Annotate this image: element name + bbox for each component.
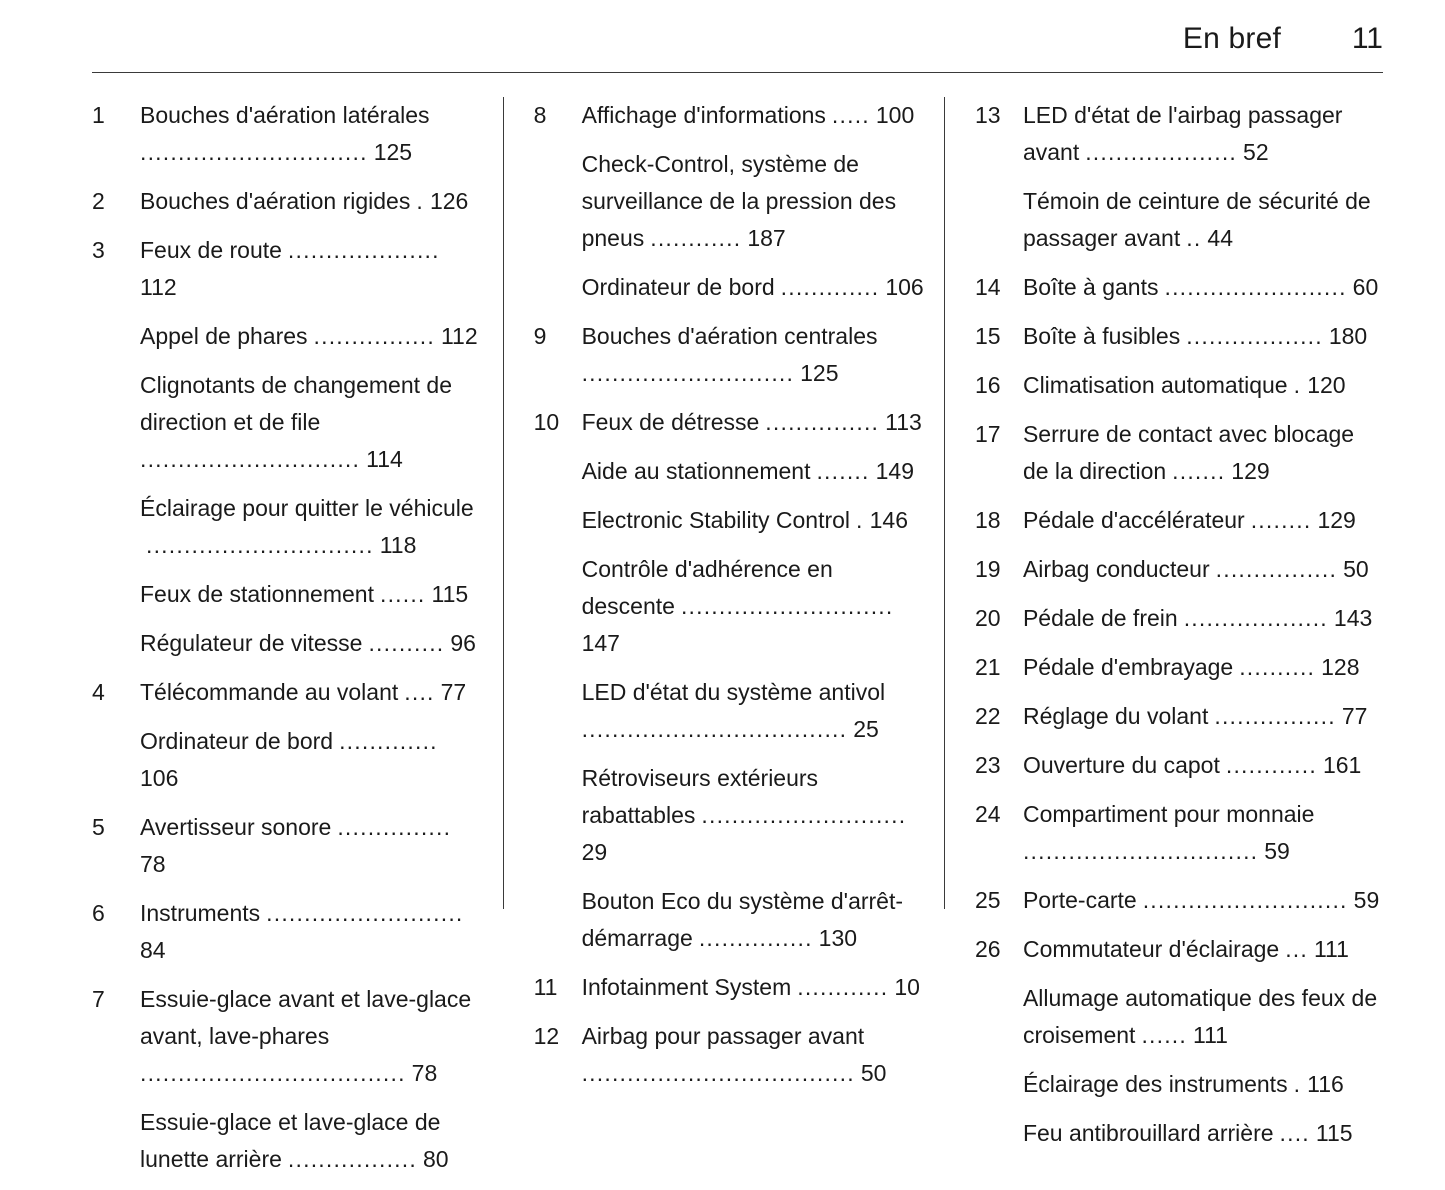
index-entry-leader-dots: ................: [313, 323, 435, 349]
index-entry-leader-dots: ................: [1215, 556, 1338, 582]
index-entry-page: 78: [140, 851, 166, 877]
index-entry-page: 100: [875, 102, 915, 128]
index-entry-label: Régulateur de vitesse: [140, 630, 363, 656]
index-entry-leader-dots: ...................................: [581, 716, 848, 742]
index-entry-leader-dots: ...: [1285, 936, 1308, 962]
index-entry[interactable]: [534, 674, 928, 748]
index-entry-leader-dots: ...........................: [701, 802, 907, 828]
index-entry-leader-dots: ...............................: [1022, 838, 1259, 864]
index-entry-label: LED d'état du système antivol: [581, 679, 886, 705]
index-entry-leader-dots: ............................: [581, 360, 795, 386]
index-entry-label: LED d'état de l'airbag passager avant: [1022, 102, 1343, 165]
index-entry[interactable]: [534, 1018, 928, 1092]
index-entry-label: Boîte à fusibles: [1022, 323, 1181, 349]
index-entry-body: [1023, 367, 1385, 404]
index-entry-label: Bouches d'aération latérales: [140, 102, 430, 128]
index-entry[interactable]: [534, 404, 928, 441]
index-entry-body: [1023, 97, 1385, 171]
index-entry-leader-dots: ....................................: [581, 1060, 855, 1086]
index-entry[interactable]: [534, 502, 928, 539]
index-entry-number: 2: [92, 188, 105, 214]
index-entry-label: Ordinateur de bord: [140, 728, 334, 754]
index-entry[interactable]: [534, 883, 928, 957]
index-entry-body: [140, 895, 479, 969]
index-entry-label: Ordinateur de bord: [581, 274, 775, 300]
index-entry-body: [140, 367, 479, 478]
index-entry-number: 22: [974, 703, 1001, 729]
index-entry[interactable]: [92, 232, 479, 306]
index-entry-body: [1023, 649, 1385, 686]
index-entry-label: Feux de détresse: [581, 409, 760, 435]
index-entry-label: Pédale d'accélérateur: [1022, 507, 1245, 533]
index-columns: [0, 97, 1445, 1190]
index-entry[interactable]: [92, 97, 479, 171]
index-entry-number: 1: [92, 102, 105, 128]
index-entry-label: Rétroviseurs extérieurs rabattables: [581, 765, 819, 828]
index-entry-page: 125: [373, 139, 413, 165]
index-entry-number: 10: [533, 409, 560, 435]
index-entry[interactable]: [92, 1104, 479, 1178]
index-entry-leader-dots: .....: [831, 102, 870, 128]
index-entry-body: [582, 146, 928, 257]
index-entry-page: 80: [422, 1146, 449, 1172]
index-entry-leader-dots: ............: [650, 225, 742, 251]
index-entry-body: [1023, 747, 1385, 784]
index-column-2: [504, 97, 944, 1190]
index-entry-body: [582, 551, 928, 662]
index-entry-leader-dots: ...............: [698, 925, 813, 951]
index-entry-page: 106: [885, 274, 924, 300]
index-entry[interactable]: [975, 502, 1385, 539]
index-entry[interactable]: [92, 723, 479, 797]
index-entry-number: 16: [974, 372, 1001, 398]
index-entry-page: 161: [1322, 752, 1362, 778]
index-entry-body: [140, 318, 479, 355]
page-number: 11: [1351, 22, 1383, 55]
index-entry-number: 21: [974, 654, 1001, 680]
index-entry-label: Pédale de frein: [1022, 605, 1178, 631]
index-entry[interactable]: [975, 796, 1385, 870]
index-entry-leader-dots: ......: [379, 581, 426, 607]
index-entry-page: 125: [800, 360, 839, 386]
index-entry-label: Télécommande au volant: [140, 679, 399, 705]
index-entry-body: [140, 981, 479, 1092]
index-entry-label: Affichage d'informations: [581, 102, 826, 128]
index-entry-number: 19: [974, 556, 1001, 582]
index-entry-number: 4: [92, 679, 105, 705]
header-divider: [92, 72, 1383, 73]
index-entry-page: 147: [581, 630, 620, 656]
index-entry-label: Electronic Stability Control: [581, 507, 851, 533]
index-entry-label: Serrure de contact avec blocage de la direction: [1022, 421, 1355, 484]
index-entry[interactable]: [92, 809, 479, 883]
index-entry[interactable]: [92, 367, 479, 478]
index-entry-body: [582, 1018, 928, 1092]
index-entry-number: 17: [974, 421, 1001, 447]
index-entry[interactable]: [975, 183, 1385, 257]
index-entry-page: 120: [1307, 372, 1346, 398]
index-entry-page: 187: [747, 225, 786, 251]
index-entry-page: 59: [1264, 838, 1290, 864]
index-entry-label: Check-Control, système de surveillance de la pression des pneus: [581, 151, 897, 251]
index-entry-leader-dots: ..............................: [146, 532, 374, 558]
index-entry[interactable]: [975, 367, 1385, 404]
index-entry-leader-dots: ..........................: [266, 900, 464, 926]
index-entry-body: [1023, 931, 1385, 968]
index-entry-page: 44: [1207, 225, 1234, 251]
index-entry-label: Commutateur d'éclairage: [1022, 936, 1280, 962]
index-entry-body: [582, 674, 928, 748]
index-entry-page: 130: [818, 925, 858, 951]
index-entry-page: 59: [1353, 887, 1380, 913]
index-entry[interactable]: [534, 97, 928, 134]
index-entry-label: Essuie-glace avant et lave-glace avant, lave-phares: [140, 986, 472, 1049]
index-entry-body: [1023, 183, 1385, 257]
index-entry-label: Boîte à gants: [1022, 274, 1159, 300]
index-entry-leader-dots: ...................: [1183, 605, 1328, 631]
index-entry-leader-dots: ......: [1141, 1022, 1187, 1048]
index-entry[interactable]: [534, 269, 928, 306]
index-entry-leader-dots: .......: [816, 458, 870, 484]
index-entry[interactable]: [92, 576, 479, 613]
index-entry-body: [1023, 551, 1385, 588]
index-entry-body: [1023, 1066, 1385, 1103]
index-entry-body: [582, 97, 928, 134]
index-entry-label: Porte-carte: [1022, 887, 1137, 913]
index-entry-body: [140, 674, 479, 711]
index-entry-body: [140, 232, 479, 306]
index-entry-number: 24: [974, 801, 1001, 827]
index-entry-leader-dots: .: [856, 507, 864, 533]
index-entry-leader-dots: ............: [797, 974, 889, 1000]
index-entry-label: Éclairage pour quitter le véhicule: [140, 495, 474, 521]
index-entry-body: [140, 490, 479, 564]
index-entry-page: 180: [1328, 323, 1368, 349]
index-entry-leader-dots: ..: [1186, 225, 1202, 251]
index-entry-label: Bouches d'aération centrales: [581, 323, 878, 349]
index-entry-number: 14: [974, 274, 1001, 300]
index-entry-label: Aide au stationnement: [581, 458, 811, 484]
index-entry[interactable]: [975, 649, 1385, 686]
index-entry-page: 50: [1343, 556, 1369, 582]
index-entry-label: Feux de route: [140, 237, 282, 263]
index-entry[interactable]: [975, 1115, 1385, 1152]
index-entry-page: 112: [440, 323, 478, 349]
index-entry[interactable]: [975, 600, 1385, 637]
index-entry-leader-dots: ....: [404, 679, 435, 705]
index-entry[interactable]: [534, 551, 928, 662]
index-entry-label: Airbag conducteur: [1022, 556, 1210, 582]
index-entry[interactable]: [534, 760, 928, 871]
index-entry[interactable]: [975, 980, 1385, 1054]
index-entry-page: 149: [875, 458, 914, 484]
index-entry-body: [1023, 980, 1385, 1054]
index-entry[interactable]: [975, 882, 1385, 919]
index-entry-number: 11: [533, 974, 558, 1000]
index-entry-label: Bouches d'aération rigides: [140, 188, 411, 214]
index-entry-leader-dots: .: [1293, 1071, 1302, 1097]
index-entry[interactable]: [92, 490, 479, 564]
index-entry-body: [140, 1104, 479, 1178]
index-entry-page: 129: [1231, 458, 1270, 484]
index-entry-number: 18: [974, 507, 1001, 533]
index-entry-page: 52: [1243, 139, 1269, 165]
index-entry-number: 12: [533, 1023, 560, 1049]
index-entry-body: [1023, 1115, 1385, 1152]
index-entry-leader-dots: ..................: [1186, 323, 1323, 349]
index-entry-leader-dots: .............................: [140, 446, 361, 472]
index-entry-leader-dots: ..............................: [140, 139, 368, 165]
index-entry[interactable]: [534, 318, 928, 392]
index-entry-body: [1023, 269, 1385, 306]
index-entry-number: 20: [974, 605, 1001, 631]
index-entry-page: 77: [440, 679, 467, 705]
index-entry-number: 26: [974, 936, 1001, 962]
index-entry[interactable]: [534, 453, 928, 490]
index-entry-number: 25: [974, 887, 1001, 913]
page-title: En bref: [1182, 22, 1281, 55]
index-entry-page: 115: [431, 581, 469, 607]
index-entry[interactable]: [975, 747, 1385, 784]
index-entry-page: 78: [411, 1060, 438, 1086]
index-entry-label: Allumage automatique des feux de croisement: [1022, 985, 1378, 1048]
index-entry[interactable]: [975, 698, 1385, 735]
index-entry-number: 8: [533, 102, 547, 128]
index-entry-label: Feu antibrouillard arrière: [1022, 1120, 1274, 1146]
index-entry-label: Bouton Eco du système d'arrêt-démarrage: [581, 888, 904, 951]
index-entry-page: 111: [1192, 1022, 1228, 1048]
index-entry-page: 126: [429, 188, 469, 214]
index-entry[interactable]: [975, 318, 1385, 355]
index-entry-leader-dots: .................: [287, 1146, 417, 1172]
index-entry-leader-dots: ...........................: [1142, 887, 1348, 913]
index-entry-leader-dots: .............: [780, 274, 880, 300]
index-entry-body: [582, 883, 928, 957]
index-entry-label: Feux de stationnement: [140, 581, 374, 607]
index-entry-body: [582, 760, 928, 871]
index-entry-label: Climatisation automatique: [1022, 372, 1288, 398]
index-entry-page: 60: [1352, 274, 1379, 300]
index-entry-leader-dots: ..........: [368, 630, 445, 656]
index-entry[interactable]: [534, 146, 928, 257]
index-entry-page: 128: [1321, 654, 1360, 680]
index-entry-body: [1023, 698, 1385, 735]
index-entry-leader-dots: .: [1293, 372, 1302, 398]
index-entry-body: [140, 723, 479, 797]
index-entry-leader-dots: ...............: [765, 409, 880, 435]
index-entry-number: 15: [974, 323, 1001, 349]
index-entry-page: 77: [1341, 703, 1368, 729]
index-entry-body: [1023, 600, 1385, 637]
index-entry-body: [582, 453, 928, 490]
index-entry-leader-dots: .......: [1172, 458, 1226, 484]
index-entry-leader-dots: ....................: [287, 237, 440, 263]
index-entry-page: 115: [1315, 1120, 1353, 1146]
index-entry[interactable]: [975, 97, 1385, 171]
index-entry-page: 50: [860, 1060, 887, 1086]
index-entry-leader-dots: ................: [1214, 703, 1336, 729]
index-entry-body: [140, 576, 479, 613]
index-column-1: [92, 97, 503, 1190]
index-entry-page: 143: [1333, 605, 1373, 631]
index-entry-page: 114: [366, 446, 403, 472]
index-entry[interactable]: [92, 895, 479, 969]
index-entry-body: [582, 502, 928, 539]
page-header: [0, 0, 1445, 56]
index-entry[interactable]: [975, 269, 1385, 306]
index-entry-leader-dots: ....................: [1085, 139, 1238, 165]
index-entry-body: [1023, 502, 1385, 539]
index-entry-page: 10: [894, 974, 920, 1000]
index-entry-number: 9: [533, 323, 547, 349]
index-entry-body: [582, 269, 928, 306]
index-entry-page: 84: [140, 937, 166, 963]
index-entry-label: Airbag pour passager avant: [581, 1023, 865, 1049]
index-entry-body: [140, 809, 479, 883]
index-entry-body: [140, 97, 479, 171]
index-entry[interactable]: [975, 931, 1385, 968]
index-entry-body: [582, 404, 928, 441]
index-entry-label: Instruments: [140, 900, 261, 926]
index-entry-leader-dots: .: [416, 188, 424, 214]
index-entry-label: Éclairage des instruments: [1022, 1071, 1288, 1097]
index-entry-page: 146: [869, 507, 908, 533]
index-entry-body: [140, 625, 479, 662]
index-entry[interactable]: [975, 416, 1385, 490]
index-entry-number: 5: [92, 814, 105, 840]
index-entry-page: 113: [885, 409, 922, 435]
index-entry-label: Essuie-glace et lave-glace de lunette arrière: [140, 1109, 441, 1172]
index-entry-page: 116: [1307, 1071, 1344, 1097]
index-entry[interactable]: [975, 551, 1385, 588]
index-entry-number: 23: [974, 752, 1001, 778]
index-entry[interactable]: [92, 318, 479, 355]
index-entry-body: [1023, 416, 1385, 490]
index-entry-leader-dots: .............: [339, 728, 438, 754]
index-entry-label: Ouverture du capot: [1022, 752, 1220, 778]
index-entry-label: Témoin de ceinture de sécurité de passager avant: [1022, 188, 1371, 251]
index-entry-page: 129: [1317, 507, 1356, 533]
index-entry-body: [1023, 882, 1385, 919]
index-entry-number: 3: [92, 237, 105, 263]
index-entry-page: 111: [1313, 936, 1349, 962]
index-entry[interactable]: [92, 674, 479, 711]
index-entry-label: Infotainment System: [581, 974, 792, 1000]
index-entry-leader-dots: ...............: [337, 814, 452, 840]
index-entry-body: [140, 183, 479, 220]
index-entry-leader-dots: ............: [1225, 752, 1317, 778]
index-entry-leader-dots: ..........: [1239, 654, 1316, 680]
index-entry-body: [1023, 796, 1385, 870]
index-entry-leader-dots: ............................: [680, 593, 894, 619]
index-entry-page: 112: [140, 274, 177, 300]
index-entry-page: 118: [379, 532, 417, 558]
index-entry[interactable]: [92, 625, 479, 662]
index-entry-page: 29: [581, 839, 608, 865]
index-entry-label: Compartiment pour monnaie: [1022, 801, 1315, 827]
index-column-3: [945, 97, 1385, 1190]
index-entry-label: Réglage du volant: [1022, 703, 1209, 729]
index-entry-page: 25: [853, 716, 879, 742]
index-entry-leader-dots: ........: [1250, 507, 1312, 533]
index-entry-number: 6: [92, 900, 105, 926]
index-entry[interactable]: [975, 1066, 1385, 1103]
index-entry-body: [582, 318, 928, 392]
index-entry-page: 106: [140, 765, 179, 791]
index-entry[interactable]: [92, 981, 479, 1092]
index-entry-leader-dots: ...................................: [140, 1060, 406, 1086]
index-entry-label: Contrôle d'adhérence en descente: [581, 556, 833, 619]
index-entry[interactable]: [534, 969, 928, 1006]
index-entry[interactable]: [92, 183, 479, 220]
index-entry-leader-dots: ....: [1279, 1120, 1310, 1146]
index-entry-body: [582, 969, 928, 1006]
index-entry-page: 96: [450, 630, 476, 656]
index-entry-label: Clignotants de changement de direction et de file: [140, 372, 452, 435]
index-entry-number: 7: [92, 986, 105, 1012]
index-entry-leader-dots: ........................: [1164, 274, 1347, 300]
index-entry-label: Pédale d'embrayage: [1022, 654, 1234, 680]
index-entry-number: 13: [974, 102, 1001, 128]
index-entry-label: Appel de phares: [140, 323, 308, 349]
index-entry-body: [1023, 318, 1385, 355]
index-entry-label: Avertisseur sonore: [140, 814, 332, 840]
